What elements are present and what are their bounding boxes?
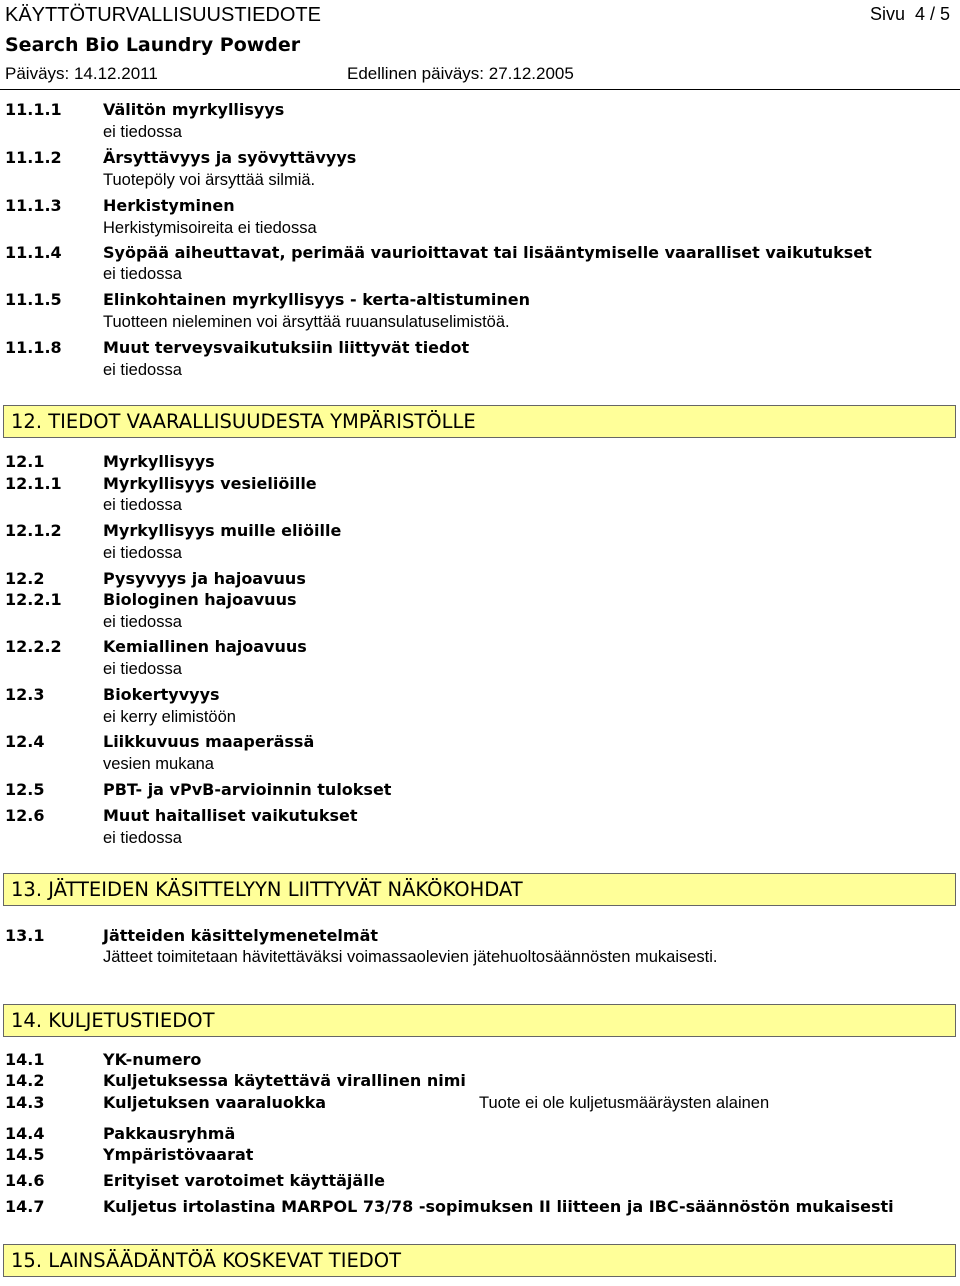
item-number: 12.2 xyxy=(5,569,45,588)
item-title: Elinkohtainen myrkyllisyys - kerta-altistuminen xyxy=(103,290,531,309)
section-12-heading: 12. TIEDOT VAARALLISUUDESTA YMPÄRISTÖLLE xyxy=(3,405,956,438)
item-number: 14.7 xyxy=(5,1197,45,1216)
item-text: ei tiedossa xyxy=(103,361,182,379)
section-13-heading: 13. JÄTTEIDEN KÄSITTELYYN LIITTYVÄT NÄKÖKOHDAT xyxy=(3,873,956,906)
item-number: 11.1.2 xyxy=(5,148,62,167)
item-number: 11.1.4 xyxy=(5,243,62,262)
previous-date: Edellinen päiväys: 27.12.2005 xyxy=(347,64,574,83)
item-number: 14.1 xyxy=(5,1050,45,1069)
item-text: ei tiedossa xyxy=(103,829,182,847)
item-title: Liikkuvuus maaperässä xyxy=(103,732,315,751)
item-number: 11.1.5 xyxy=(5,290,62,309)
item-number: 11.1.3 xyxy=(5,196,62,215)
item-text: Tuotepöly voi ärsyttää silmiä. xyxy=(103,171,316,189)
item-number: 12.3 xyxy=(5,685,45,704)
item-number: 12.2.1 xyxy=(5,590,62,609)
item-title: Kuljetuksessa käytettävä virallinen nimi xyxy=(103,1071,466,1090)
item-text: ei tiedossa xyxy=(103,123,182,141)
item-number: 14.5 xyxy=(5,1145,45,1164)
item-text: vesien mukana xyxy=(103,755,214,773)
item-number: 12.1 xyxy=(5,452,45,471)
item-title: Myrkyllisyys xyxy=(103,452,215,471)
item-title: Pysyvyys ja hajoavuus xyxy=(103,569,306,588)
section-14-heading: 14. KULJETUSTIEDOT xyxy=(3,1004,956,1037)
item-number: 12.4 xyxy=(5,732,45,751)
item-text: ei tiedossa xyxy=(103,265,182,283)
item-text: Tuotteen nieleminen voi ärsyttää ruuansulatuselimistöä. xyxy=(103,313,510,331)
item-title: Biologinen hajoavuus xyxy=(103,590,297,609)
item-number: 13.1 xyxy=(5,926,45,945)
item-title: Kuljetuksen vaaraluokka xyxy=(103,1093,326,1112)
item-title: Syöpää aiheuttavat, perimää vaurioittavat tai lisääntymiselle vaaralliset vaikutukset xyxy=(103,243,872,262)
page-label: Sivu xyxy=(869,4,905,24)
item-text: ei kerry elimistöön xyxy=(103,708,236,726)
item-text: Jätteet toimitetaan hävitettäväksi voimassaolevien jätehuoltosäännösten mukaisesti. xyxy=(103,948,718,966)
item-title: Pakkausryhmä xyxy=(103,1124,236,1143)
product-name: Search Bio Laundry Powder xyxy=(5,34,301,56)
item-number: 14.6 xyxy=(5,1171,45,1190)
item-title: YK-numero xyxy=(103,1050,202,1069)
issue-date: Päiväys: 14.12.2011 xyxy=(5,64,158,83)
item-title: Muut haitalliset vaikutukset xyxy=(103,806,358,825)
item-number: 14.2 xyxy=(5,1071,45,1090)
item-title: Ärsyttävyys ja syövyttävyys xyxy=(103,148,357,167)
item-title: Erityiset varotoimet käyttäjälle xyxy=(103,1171,386,1190)
item-text: ei tiedossa xyxy=(103,660,182,678)
item-title: Kemiallinen hajoavuus xyxy=(103,637,307,656)
transport-class-value: Tuote ei ole kuljetusmääräysten alainen xyxy=(479,1094,770,1112)
item-title: Herkistyminen xyxy=(103,196,235,215)
item-title: Myrkyllisyys vesieliöille xyxy=(103,474,317,493)
item-text: ei tiedossa xyxy=(103,544,182,562)
page-number: 4 / 5 xyxy=(914,4,950,24)
page-indicator xyxy=(870,4,950,25)
item-number: 11.1.8 xyxy=(5,338,62,357)
item-title: Kuljetus irtolastina MARPOL 73/78 -sopimuksen II liitteen ja IBC-säännöstön mukaisesti xyxy=(103,1197,894,1216)
item-text: ei tiedossa xyxy=(103,496,182,514)
item-title: Jätteiden käsittelymenetelmät xyxy=(103,926,379,945)
item-title: Ympäristövaarat xyxy=(103,1145,254,1164)
item-title: Myrkyllisyys muille eliöille xyxy=(103,521,342,540)
item-number: 11.1.1 xyxy=(5,100,62,119)
item-number: 12.6 xyxy=(5,806,45,825)
document-type: KÄYTTÖTURVALLISUUSTIEDOTE xyxy=(5,4,321,26)
item-number: 12.1.2 xyxy=(5,521,62,540)
item-number: 12.2.2 xyxy=(5,637,62,656)
header-divider xyxy=(0,89,960,90)
item-number: 14.3 xyxy=(5,1093,45,1112)
item-title: Muut terveysvaikutuksiin liittyvät tiedot xyxy=(103,338,470,357)
item-title: Biokertyvyys xyxy=(103,685,220,704)
item-text: Herkistymisoireita ei tiedossa xyxy=(103,219,317,237)
item-number: 12.1.1 xyxy=(5,474,62,493)
item-number: 12.5 xyxy=(5,780,45,799)
item-text: ei tiedossa xyxy=(103,613,182,631)
item-title: Välitön myrkyllisyys xyxy=(103,100,285,119)
item-title: PBT- ja vPvB-arvioinnin tulokset xyxy=(103,780,392,799)
item-number: 14.4 xyxy=(5,1124,45,1143)
section-15-heading: 15. LAINSÄÄDÄNTÖÄ KOSKEVAT TIEDOT xyxy=(3,1244,956,1277)
